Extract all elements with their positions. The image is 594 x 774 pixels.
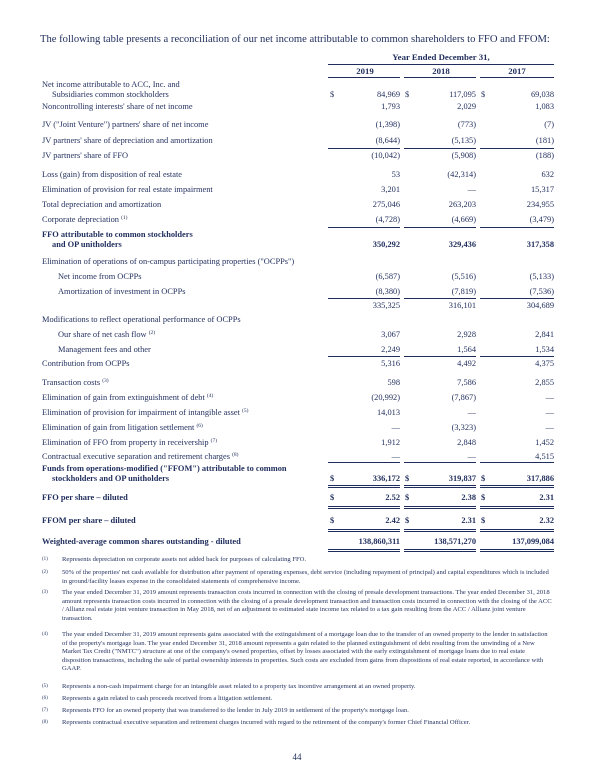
value-2017: 317,358 bbox=[526, 240, 554, 249]
footnote-text: The year ended December 31, 2019 amount represents gains associated with the extinguishment of a mortgage loan due to the transfer of an owned property to the lender in satisfaction of the property's mortgage loan. The year ended December 31, 2018 amount represents a gain related to the planned extinguishment of debt resulting from the unwinding of a New Market Tax Credit ("NMTC") structure at one of the company's owned properties, offset by losses associated with the early extinguishment of mortgage loans due to real estate disposition transactions, including the sale of partial ownership interests in properties. Such costs are excluded from gains from dispositions of real estate reported, in accordance with GAAP. bbox=[62, 631, 548, 673]
row-label-text: Modifications to reflect operational performance of OCPPs bbox=[42, 315, 241, 324]
value-2018: (773) bbox=[457, 120, 476, 129]
footnote-text: The year ended December 31, 2019 amount represents transaction costs incurred in connection with the closing of presale development transactions. The year ended December 31, 2018 amount represents transaction costs incurred in connection with the closing of a presale development transaction and transaction costs incurred in connection with the closing of the ACC / Allianz real estate joint venture transaction in May 2018, net of an adjustment to estimated state income tax related to a tax gain resulting from the ACC / Allianz joint venture transaction. bbox=[62, 589, 552, 622]
row-label bbox=[42, 151, 128, 161]
value-2019: 1,912 bbox=[381, 438, 400, 447]
footnote-marker: (5) bbox=[42, 684, 48, 689]
value-2019: (6,587) bbox=[375, 272, 400, 281]
row-label bbox=[42, 438, 217, 448]
subtotal-rule bbox=[328, 227, 400, 228]
footnote-text: Represents a non-cash impairment charge for an intangible asset related to a property tax incentive arrangement at an owned property. bbox=[62, 683, 416, 690]
value-2019: 335,325 bbox=[372, 301, 400, 310]
double-underline bbox=[328, 529, 400, 532]
row-label-text: Amortization of investment in OCPPs bbox=[58, 287, 186, 296]
value-2018: (7,819) bbox=[451, 287, 476, 296]
year-rule-2018 bbox=[404, 77, 476, 78]
subtotal-rule bbox=[480, 462, 554, 463]
row-label-text: Elimination of gain from litigation settlement bbox=[42, 423, 195, 432]
row-label bbox=[42, 170, 182, 180]
currency-symbol: $ bbox=[330, 493, 335, 502]
subtotal-rule bbox=[328, 148, 400, 149]
row-label bbox=[58, 287, 185, 297]
footnote-ref: (5) bbox=[242, 408, 249, 414]
value-2017: 632 bbox=[541, 170, 554, 179]
row-label bbox=[42, 452, 238, 462]
value-2019: 2.52 bbox=[385, 493, 400, 502]
value-2019: 1,793 bbox=[381, 102, 400, 111]
row-label-text: JV partners' share of FFO bbox=[42, 151, 129, 160]
value-2019: (8,644) bbox=[375, 136, 400, 145]
value-2019: 336,172 bbox=[372, 474, 400, 483]
value-2019: 2.42 bbox=[385, 516, 400, 525]
currency-symbol: $ bbox=[481, 516, 486, 525]
row-label-continuation: Subsidiaries common stockholders bbox=[52, 90, 169, 99]
currency-symbol: $ bbox=[405, 474, 410, 483]
footnote-ref: (4) bbox=[206, 393, 214, 399]
subtotal-rule bbox=[480, 227, 554, 228]
value-2019: (1,398) bbox=[375, 120, 400, 129]
double-underline bbox=[480, 529, 554, 532]
subtotal-rule bbox=[404, 227, 476, 228]
value-2017: 2.31 bbox=[539, 493, 554, 502]
value-2017: 4,375 bbox=[535, 359, 554, 368]
value-2018: — bbox=[467, 452, 476, 461]
row-label-text: Total depreciation and amortization bbox=[42, 200, 162, 209]
double-underline bbox=[480, 506, 554, 509]
footnote-marker: (8) bbox=[42, 720, 48, 725]
footnote-marker: (1) bbox=[42, 557, 48, 562]
value-2019: 84,969 bbox=[376, 90, 400, 99]
double-underline bbox=[404, 529, 476, 532]
subtotal-rule bbox=[404, 148, 476, 149]
value-2017: 69,038 bbox=[530, 90, 554, 99]
value-2018: (42,314) bbox=[447, 170, 476, 179]
subtotal-rule bbox=[480, 298, 554, 299]
value-2017: 2,855 bbox=[535, 378, 554, 387]
value-2018: (5,908) bbox=[451, 151, 476, 160]
subtotal-rule bbox=[404, 298, 476, 299]
value-2019: 5,316 bbox=[381, 359, 400, 368]
value-2018: (3,323) bbox=[451, 423, 476, 432]
page-number: 44 bbox=[292, 752, 302, 762]
row-label-text: FFO per share – diluted bbox=[42, 493, 128, 502]
row-label bbox=[42, 136, 213, 146]
row-label bbox=[42, 408, 248, 418]
value-2017: 1,534 bbox=[535, 345, 554, 354]
footnote-text: Represents depreciation on corporate assets not added back for purposes of calculating FFO. bbox=[62, 556, 307, 563]
value-2018: 138,571,270 bbox=[434, 537, 476, 546]
footnote-text: 50% of the properties' net cash available for distribution after payment of operating expenses, debt service (including repayment of principal) and capital expenditures which is included in ground/facility leases expense in the consolidated statements of comprehensive income. bbox=[62, 569, 549, 585]
row-label-text: Elimination of provision for impairment of intangible asset bbox=[42, 408, 240, 417]
row-label bbox=[42, 257, 294, 267]
row-label bbox=[42, 359, 129, 369]
double-underline bbox=[404, 485, 476, 488]
value-2018: (5,516) bbox=[451, 272, 476, 281]
value-2019: 275,046 bbox=[372, 200, 400, 209]
row-label bbox=[42, 215, 128, 225]
footnote-marker: (2) bbox=[42, 570, 48, 575]
row-label-text: Funds from operations-modified ("FFOM") attributable to common bbox=[42, 464, 287, 473]
row-label bbox=[42, 185, 213, 195]
value-2018: (7,867) bbox=[451, 393, 476, 402]
value-2017: — bbox=[545, 408, 554, 417]
value-2018: 2.31 bbox=[461, 516, 476, 525]
currency-symbol: $ bbox=[481, 90, 486, 99]
year-header-2018: 2018 bbox=[432, 66, 450, 76]
subtotal-rule bbox=[480, 356, 554, 357]
value-2017: — bbox=[545, 423, 554, 432]
value-2017: (7,536) bbox=[529, 287, 554, 296]
subtotal-rule bbox=[328, 356, 400, 357]
year-header-2019: 2019 bbox=[356, 66, 374, 76]
value-2018: 316,101 bbox=[448, 301, 476, 310]
double-underline bbox=[328, 506, 400, 509]
row-label bbox=[42, 102, 193, 112]
row-label-text: Transaction costs bbox=[42, 378, 101, 387]
double-underline bbox=[480, 549, 554, 552]
value-2017: 1,452 bbox=[535, 438, 554, 447]
value-2018: 319,837 bbox=[448, 474, 476, 483]
row-label-text: Noncontrolling interests' share of net income bbox=[42, 102, 193, 111]
row-label bbox=[42, 537, 241, 547]
row-label-text: Net income attributable to ACC, Inc. and bbox=[42, 80, 180, 89]
value-2019: (10,042) bbox=[371, 151, 400, 160]
footnote-marker: (7) bbox=[42, 708, 48, 713]
row-label-text: Management fees and other bbox=[58, 345, 151, 354]
double-underline bbox=[404, 506, 476, 509]
footnote-text: Represents FFO for an owned property that was transferred to the lender in July 2019 in settlement of the property's mortgage loan. bbox=[62, 707, 409, 714]
row-label bbox=[42, 493, 128, 503]
row-label-text: Contractual executive separation and retirement charges bbox=[42, 452, 230, 461]
value-2018: (5,135) bbox=[451, 136, 476, 145]
double-underline bbox=[480, 485, 554, 488]
row-label-text: FFO attributable to common stockholders bbox=[42, 230, 193, 239]
value-2019: 598 bbox=[387, 378, 400, 387]
row-label bbox=[42, 516, 136, 526]
subtotal-rule bbox=[480, 148, 554, 149]
value-2017: (7) bbox=[544, 120, 554, 129]
row-label bbox=[58, 345, 151, 355]
value-2019: (20,992) bbox=[371, 393, 400, 402]
value-2019: (8,380) bbox=[375, 287, 400, 296]
value-2018: 263,203 bbox=[448, 200, 476, 209]
value-2019: — bbox=[391, 423, 400, 432]
currency-symbol: $ bbox=[405, 493, 410, 502]
value-2017: 2,841 bbox=[535, 330, 554, 339]
value-2019: 14,013 bbox=[376, 408, 400, 417]
period-header: Year Ended December 31, bbox=[392, 52, 490, 62]
value-2017: 4,515 bbox=[535, 452, 554, 461]
row-label bbox=[42, 200, 161, 210]
value-2017: (181) bbox=[535, 136, 554, 145]
row-label-text: Elimination of operations of on-campus participating properties ("OCPPs") bbox=[42, 257, 295, 266]
row-label-text: FFOM per share – diluted bbox=[42, 516, 136, 525]
value-2017: 304,689 bbox=[526, 301, 554, 310]
double-underline bbox=[404, 549, 476, 552]
row-label bbox=[42, 378, 109, 388]
currency-symbol: $ bbox=[405, 516, 410, 525]
period-header-rule bbox=[328, 64, 554, 65]
value-2018: 117,095 bbox=[449, 90, 476, 99]
row-label bbox=[42, 230, 193, 250]
row-label-text: Loss (gain) from disposition of real estate bbox=[42, 170, 183, 179]
value-2017: — bbox=[545, 393, 554, 402]
value-2018: 2,029 bbox=[457, 102, 476, 111]
value-2019: 138,860,311 bbox=[358, 537, 400, 546]
footnote-ref: (7) bbox=[210, 438, 218, 444]
row-label-text: Elimination of FFO from property in receivership bbox=[42, 438, 209, 447]
value-2018: 329,436 bbox=[448, 240, 476, 249]
value-2018: — bbox=[467, 185, 476, 194]
row-label bbox=[58, 272, 142, 282]
footnote-ref: (8) bbox=[232, 452, 239, 458]
value-2019: (4,728) bbox=[375, 215, 400, 224]
footnote-ref: (1) bbox=[121, 215, 128, 221]
footnote-marker: (3) bbox=[42, 590, 48, 595]
currency-symbol: $ bbox=[330, 474, 335, 483]
row-label-text: JV ("Joint Venture") partners' share of net income bbox=[42, 120, 209, 129]
footnote-ref: (3) bbox=[102, 378, 109, 384]
value-2017: 317,886 bbox=[526, 474, 554, 483]
value-2019: 3,201 bbox=[381, 185, 400, 194]
value-2019: 3,067 bbox=[381, 330, 400, 339]
row-label bbox=[42, 315, 241, 325]
value-2019: — bbox=[391, 452, 400, 461]
row-label-text: Contribution from OCPPs bbox=[42, 359, 130, 368]
currency-symbol: $ bbox=[405, 90, 410, 99]
subtotal-rule bbox=[404, 356, 476, 357]
year-rule-2019 bbox=[328, 77, 400, 78]
row-label bbox=[42, 393, 213, 403]
double-underline bbox=[328, 485, 400, 488]
value-2017: 137,099,084 bbox=[512, 537, 554, 546]
value-2018: 2.38 bbox=[461, 493, 476, 502]
row-label-continuation: stockholders and OP unitholders bbox=[52, 474, 170, 483]
footnote-text: Represents contractual executive separation and retirement charges incurred with regard to the retirement of the company's former Chief Financial Officer. bbox=[62, 719, 471, 726]
value-2017: 15,317 bbox=[530, 185, 554, 194]
row-label bbox=[42, 120, 208, 130]
row-label bbox=[42, 464, 287, 484]
value-2018: 1,564 bbox=[457, 345, 476, 354]
row-label-text: Corporate depreciation bbox=[42, 215, 119, 224]
value-2018: (4,669) bbox=[451, 215, 476, 224]
value-2017: 234,955 bbox=[526, 200, 554, 209]
value-2018: — bbox=[467, 408, 476, 417]
currency-symbol: $ bbox=[330, 90, 335, 99]
intro-text: The following table presents a reconciliation of our net income attributable to common shareholders to FFO and FFOM: bbox=[40, 34, 550, 45]
value-2017: 1,083 bbox=[535, 102, 554, 111]
value-2017: (188) bbox=[535, 151, 554, 160]
currency-symbol: $ bbox=[330, 516, 335, 525]
footnote-marker: (6) bbox=[42, 696, 48, 701]
value-2018: 2,928 bbox=[457, 330, 476, 339]
row-label-continuation: and OP unitholders bbox=[52, 240, 122, 249]
row-label-text: Our share of net cash flow bbox=[58, 330, 147, 339]
subtotal-rule bbox=[328, 298, 400, 299]
currency-symbol: $ bbox=[481, 474, 486, 483]
footnote-text: Represents a gain related to cash proceeds received from a litigation settlement. bbox=[62, 695, 273, 702]
year-rule-2017 bbox=[480, 77, 554, 78]
row-label-text: Net income from OCPPs bbox=[58, 272, 142, 281]
subtotal-rule bbox=[328, 462, 400, 463]
row-label bbox=[58, 330, 155, 340]
value-2017: 2.32 bbox=[539, 516, 554, 525]
row-label bbox=[42, 80, 180, 100]
value-2019: 350,292 bbox=[372, 240, 400, 249]
footnote-marker: (4) bbox=[42, 632, 48, 637]
value-2018: 4,492 bbox=[457, 359, 476, 368]
double-underline bbox=[328, 549, 400, 552]
row-label-text: Elimination of gain from extinguishment of debt bbox=[42, 393, 205, 402]
row-label-text: JV partners' share of depreciation and amortization bbox=[42, 136, 213, 145]
year-header-2017: 2017 bbox=[508, 66, 526, 76]
value-2019: 2,249 bbox=[381, 345, 400, 354]
row-label bbox=[42, 423, 203, 433]
footnote-ref: (2) bbox=[148, 330, 156, 336]
value-2018: 2,848 bbox=[457, 438, 476, 447]
row-label-text: Elimination of provision for real estate impairment bbox=[42, 185, 213, 194]
value-2019: 53 bbox=[391, 170, 400, 179]
footnote-ref: (6) bbox=[196, 423, 203, 429]
value-2017: (3,479) bbox=[529, 215, 554, 224]
value-2017: (5,133) bbox=[529, 272, 554, 281]
currency-symbol: $ bbox=[481, 493, 486, 502]
row-label-text: Weighted-average common shares outstanding - diluted bbox=[42, 537, 241, 546]
value-2018: 7,586 bbox=[457, 378, 476, 387]
subtotal-rule bbox=[404, 462, 476, 463]
